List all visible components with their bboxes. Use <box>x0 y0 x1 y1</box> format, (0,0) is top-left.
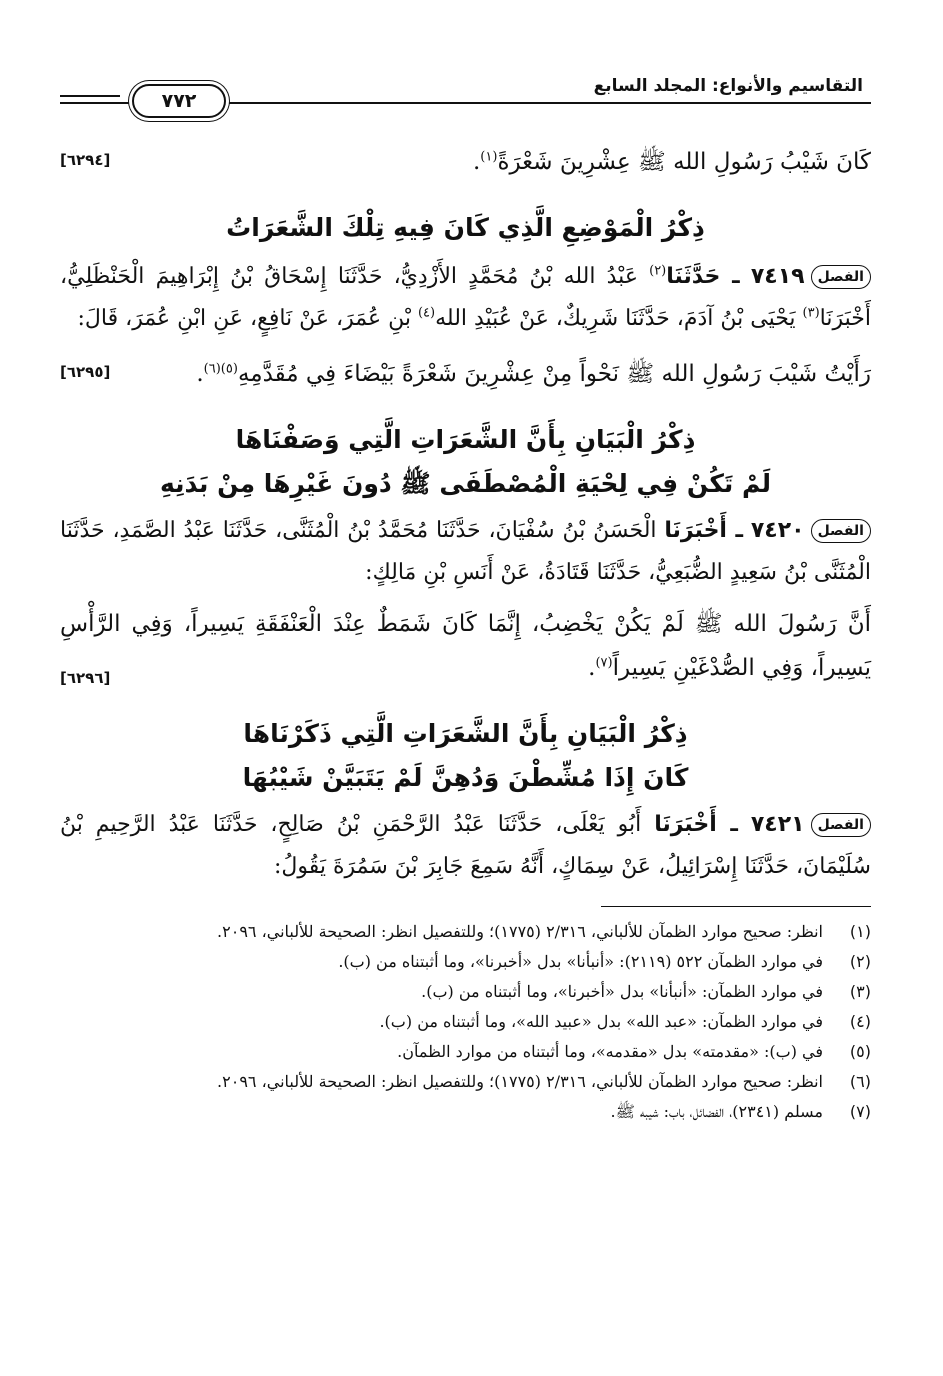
running-title: التقاسيم والأنواع: المجلد السابع <box>593 76 863 96</box>
isnad-text: بْنِ عُمَرَ، عَنْ نَافِعٍ، عَنِ ابْنِ عُمَرَ، قَالَ: <box>77 306 418 331</box>
hadith-reference: [٦٢٩٥] <box>60 363 111 381</box>
matn-text: رَأَيْتُ شَيْبَ رَسُولِ الله ﷺ نَحْواً مِنْ عِشْرِينَ شَعْرَةً بَيْضَاءَ فِي مُقَدَّمِهِ <box>237 361 871 387</box>
isnad-text: يَحْيَى بْنُ آدَمَ، حَدَّثَنَا شَرِيكٌ، عَنْ عُبَيْدِ الله <box>435 306 803 331</box>
section-heading-2-line1: ذِكْرُ الْبَيَانِ بِأَنَّ الشَّعَرَاتِ الَّتِي وَصَفْنَاهَا <box>235 425 696 454</box>
hadith-lead: ـ حَدَّثَنَا <box>666 264 740 289</box>
footnote-number: (٦) <box>849 1072 871 1091</box>
footnote-mark: (٧) <box>595 655 613 671</box>
footnote-number: (٥) <box>849 1042 871 1061</box>
page-header <box>60 60 871 110</box>
footnote <box>60 1007 871 1037</box>
footnote-text: انظر: صحيح موارد الظمآن للألباني، ٢/٣١٦ (١٧٧٥)؛ وللتفصيل انظر: الصحيحة للألباني، ٢٠٩٦. <box>217 922 823 941</box>
matn-end: . <box>196 361 204 387</box>
hadith-reference: [٦٢٩٤] <box>60 151 111 169</box>
footnote-mark: (١) <box>480 149 498 165</box>
footnote-mark: (٤) <box>417 305 436 321</box>
footnote-text: في موارد الظمآن: «عبد الله» بدل «عبيد الله»، وما أثبتناه من (ب). <box>379 1012 823 1031</box>
footnote <box>60 1097 871 1127</box>
hadith-7419-isnad <box>60 256 871 340</box>
hadith-7421-isnad <box>60 804 871 888</box>
footnote-number: (١) <box>849 922 871 941</box>
footnote-text: في موارد الظمآن: «أنبأنا» بدل «أخبرنا»، وما أثبتناه من (ب). <box>421 982 823 1001</box>
footnote-text: انظر: صحيح موارد الظمآن للألباني، ٢/٣١٦ (١٧٧٥)؛ وللتفصيل انظر: الصحيحة للألباني، ٢٠٩٦. <box>217 1072 823 1091</box>
isnad-text: الْحَسَنُ بْنُ سُفْيَانَ، حَدَّثَنَا مُحَمَّدُ بْنُ الْمُثَنَّى، حَدَّثَنَا عَبْدُ الصَّمَدِ، حَدَّثَنَا الْمُثَنَّى بْنُ سَعِيدٍ الضُّبَعِيُّ، حَدَّثَنَا قَتَادَةُ، عَنْ أَنَسِ بْنِ مَالِكٍ: <box>60 518 871 585</box>
hadith-lead: ـ أَخْبَرَنَا <box>654 812 738 837</box>
top-quote-end: . <box>472 149 481 175</box>
hadith-7420-isnad <box>60 510 871 594</box>
footnote <box>60 1037 871 1067</box>
footnote-mark: (٣) <box>802 305 820 321</box>
footnote-text: في موارد الظمآن ٥٢٢ (٢١١٩): «أنبأنا» بدل «أخبرنا»، وما أثبتناه من (ب). <box>338 952 823 971</box>
footnote <box>60 917 871 947</box>
hadith-reference: [٦٢٩٦] <box>60 669 111 687</box>
section-heading-2 <box>60 418 871 506</box>
footnote-number: (٣) <box>849 982 871 1001</box>
footnotes <box>60 917 871 1127</box>
isnad-text: أَبُو يَعْلَى، حَدَّثَنَا عَبْدُ الرَّحْمَنِ بْنُ صَالِحٍ، حَدَّثَنَا عَبْدُ الرَّحِيمِ بْنُ سُلَيْمَانَ، حَدَّثَنَا إِسْرَائِيلُ، عَنْ سِمَاكٍ، أَنَّهُ سَمِعَ جَابِرَ بْنَ سَمُرَةَ يَقُولُ: <box>60 812 871 879</box>
footnote <box>60 947 871 977</box>
hadith-7419-matn <box>60 352 871 396</box>
fasl-badge: الفصل <box>811 519 871 543</box>
footnote-mark: (٢) <box>649 263 667 279</box>
isnad-text: عَبْدُ الله بْنُ مُحَمَّدٍ الأَزْدِيُّ، حَدَّثَنَا إِسْحَاقُ بْنُ إِبْرَاهِيمَ الْحَنْظَلِيُّ، أَخْبَرَنَا <box>60 264 871 331</box>
section-heading-2-line2: لَمْ تَكُنْ فِي لِحْيَةِ الْمُصْطَفَى ﷺ دُونَ غَيْرِهَا مِنْ بَدَنِهِ <box>160 469 771 498</box>
book-page <box>60 60 871 1346</box>
footnote-number: (٢) <box>849 952 871 971</box>
top-quote-text: كَانَ شَيْبُ رَسُولِ الله ﷺ عِشْرِينَ شَعْرَةً <box>497 149 871 175</box>
hadith-number: ٧٤١٩ <box>750 264 805 289</box>
footnote-mark: (٥)(٦) <box>203 361 238 377</box>
fasl-badge: الفصل <box>811 265 871 289</box>
matn-end: . <box>588 655 596 681</box>
hadith-number: ٧٤٢١ <box>750 812 805 837</box>
footnote-text: في (ب): «مقدمته» بدل «مقدمه»، وما أثبتناه من موارد الظمآن. <box>397 1042 823 1061</box>
top-quote <box>60 140 871 184</box>
footnote <box>60 1067 871 1097</box>
fasl-badge: الفصل <box>811 813 871 837</box>
hadith-number: ٧٤٢٠ <box>750 518 805 543</box>
footnote-number: (٤) <box>849 1012 871 1031</box>
hadith-lead: ـ أَخْبَرَنَا <box>664 518 743 543</box>
section-heading-3-line2: كَانَ إِذَا مُشِّطْنَ وَدُهِنَّ لَمْ يَتَبَيَّنْ شَيْبُهَا <box>242 763 689 792</box>
header-rule-short <box>60 95 120 97</box>
matn-text: أَنَّ رَسُولَ الله ﷺ لَمْ يَكُنْ يَخْضِبُ، إِنَّمَا كَانَ شَمَطٌ عِنْدَ الْعَنْفَقَةِ يَسِيراً، وَفِي الرَّأْسِ يَسِيراً، وَفِي الصُّدْغَيْنِ يَسِيراً <box>60 611 871 681</box>
footnote-number: (٧) <box>849 1102 871 1121</box>
page-number: ٧٧٢ <box>132 84 226 118</box>
hadith-7420-matn <box>60 602 871 690</box>
section-heading-3-line1: ذِكْرُ الْبَيَانِ بِأَنَّ الشَّعَرَاتِ الَّتِي ذَكَرْنَاهَا <box>243 719 688 748</box>
footnote <box>60 977 871 1007</box>
section-heading-1: ذِكْرُ الْمَوْضِعِ الَّذِي كَانَ فِيهِ تِلْكَ الشَّعَرَاتُ <box>226 213 705 242</box>
footnote-text: مسلم (٢٣٤١)، الفضائل، باب: شيبه ﷺ. <box>610 1102 823 1121</box>
section-heading-3 <box>60 712 871 800</box>
footnote-separator <box>601 906 871 907</box>
